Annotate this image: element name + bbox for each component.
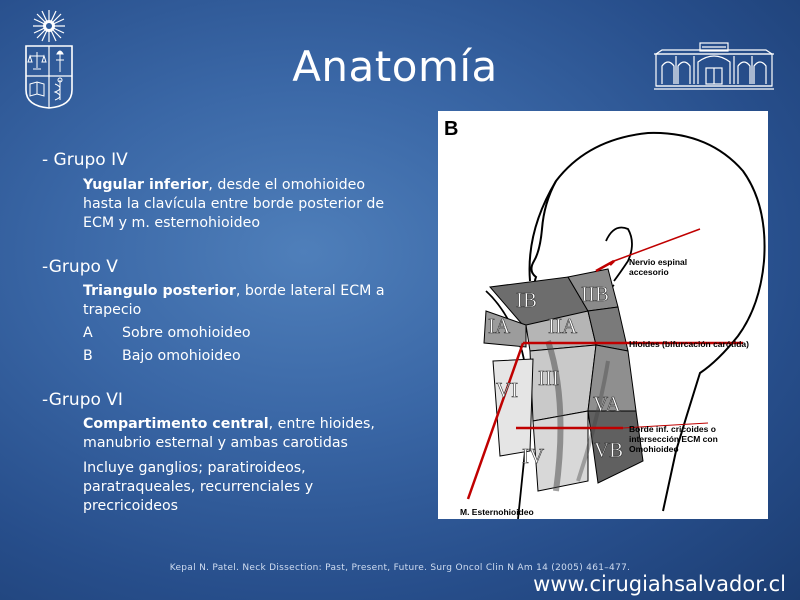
level-vi-label: VI — [496, 378, 519, 402]
label-esternohioideo: M. Esternohioideo — [460, 507, 534, 517]
level-iia-label: IIA — [548, 314, 578, 338]
label-hioides: Hioides (bifurcación carótida) — [629, 339, 749, 349]
group-v-sub-b-text: Bajo omohioideo — [122, 348, 241, 364]
group-iv-bold: Yugular inferior — [83, 177, 209, 193]
group-v-text: , borde lateral ECM a trapecio — [83, 283, 385, 318]
level-va-label: VA — [593, 392, 621, 416]
level-iii-label: III — [538, 366, 559, 390]
group-v-sub-b-letter: B — [83, 348, 93, 364]
level-vb-label: VB — [594, 438, 624, 462]
group-v-sub-a-text: Sobre omohioideo — [122, 325, 251, 341]
label-borde-cricoides: Borde inf. cricoides o intersección ECM con Omohioideo — [629, 424, 718, 454]
neck-levels-figure — [438, 111, 768, 519]
group-v-sub-a-letter: A — [83, 325, 93, 341]
label-nervio-espinal: Nervio espinal accesorio — [629, 257, 688, 277]
group-v-bold: Triangulo posterior — [83, 283, 236, 299]
group-vi-bold: Compartimento central — [83, 416, 269, 432]
level-iib-label: IIB — [581, 282, 609, 306]
citation-caption: Kepal N. Patel. Neck Dissection: Past, Present, Future. Surg Oncol Clin N Am 14 (2005) 461–477. — [169, 563, 631, 573]
group-vi-text: , entre hioides, manubrio esternal y ambas carotidas — [83, 416, 375, 451]
level-ia-label: IA — [488, 314, 511, 338]
panel-letter: B — [444, 118, 459, 140]
group-vi-description — [83, 415, 393, 453]
group-vi-extra: Incluye ganglios; paratiroideos, paratraqueales, recurrenciales y precricoideos — [83, 460, 314, 514]
group-vi-heading: -Grupo VI — [42, 390, 123, 410]
group-iv-text: , desde el omohioideo hasta la clavícula entre borde posterior de ECM y m. esternohioideo — [83, 177, 385, 231]
group-v-description — [83, 282, 393, 320]
level-ib-label: IB — [516, 288, 537, 312]
slide-title: Anatomía — [292, 42, 498, 91]
group-v-heading: -Grupo V — [42, 257, 118, 277]
group-iv-heading: - Grupo IV — [42, 150, 128, 170]
group-iv-description — [83, 176, 393, 233]
level-iv-label: IV — [522, 444, 545, 468]
website-url[interactable]: www.cirugiahsalvador.cl — [533, 572, 786, 596]
